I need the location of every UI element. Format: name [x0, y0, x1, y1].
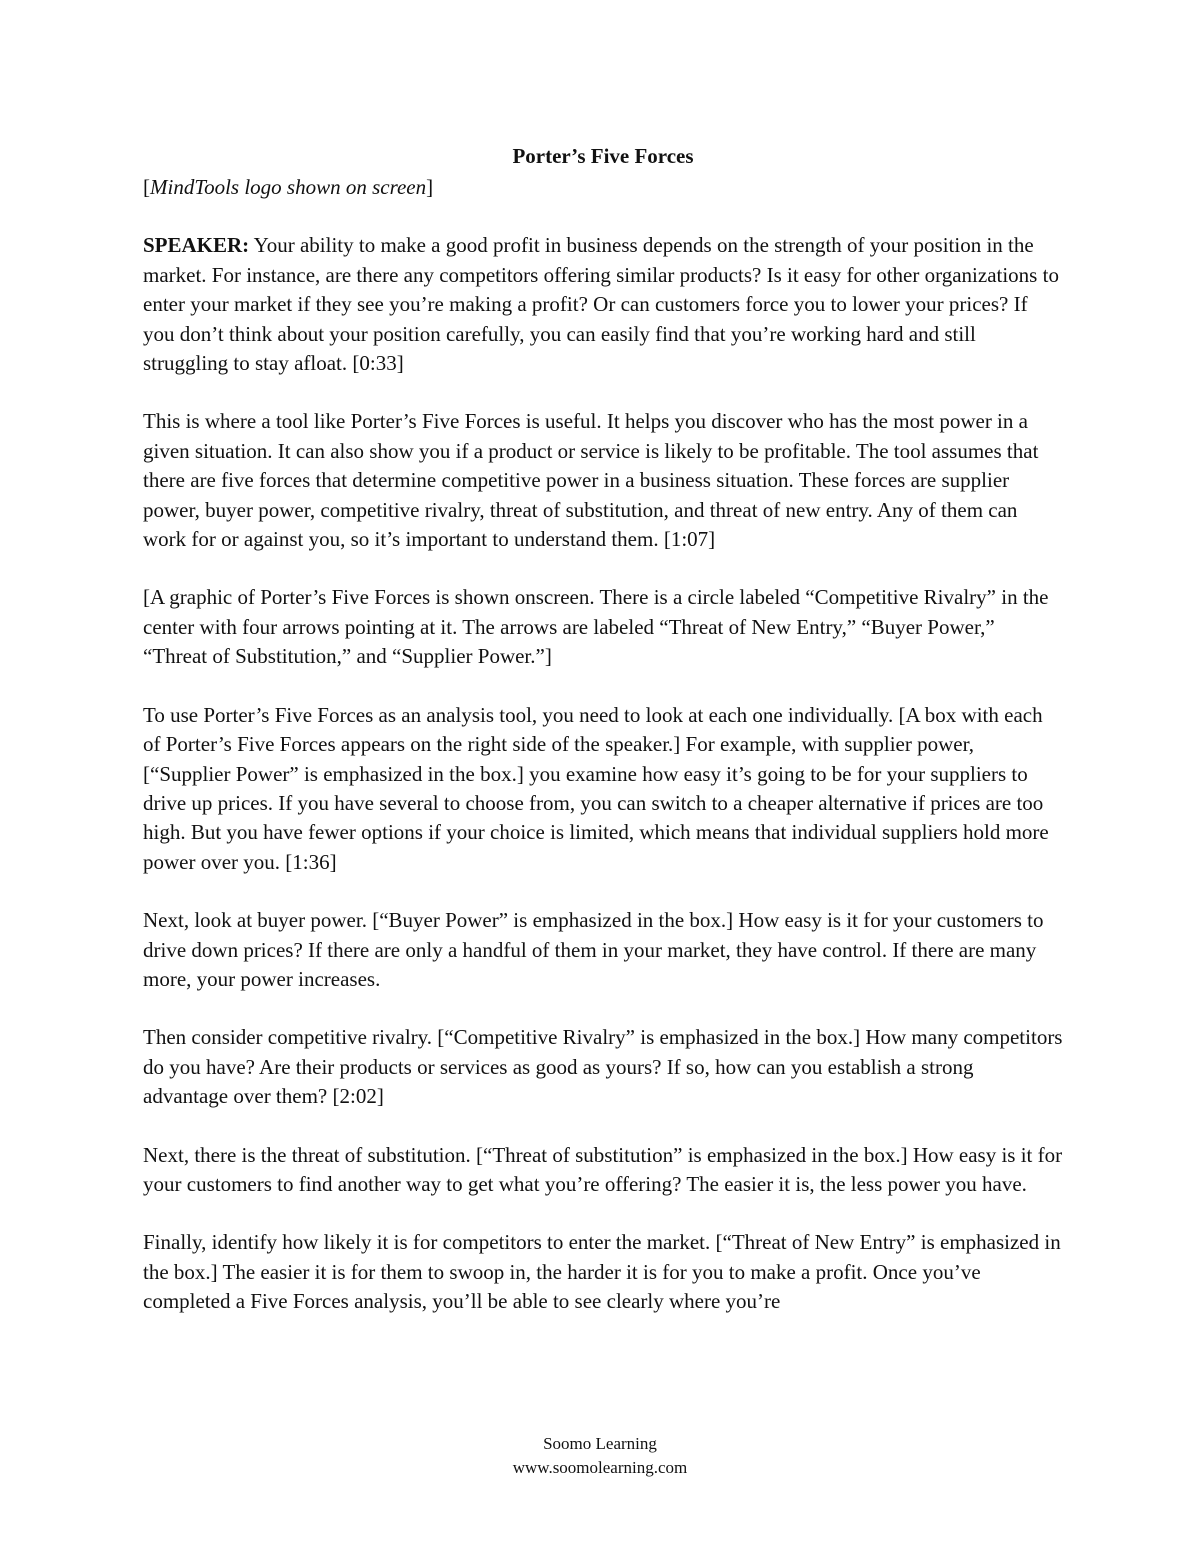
footer-url: www.soomolearning.com	[512, 1458, 688, 1477]
paragraph-text: Your ability to make a good profit in business depends on the strength of your position in the market. For instance, are there any competitors offering similar products? Is it easy for other organizations to enter your market if they see you’re making a profit? Or can customers force you to lower your prices? If you don’t think about your position carefully, you can easily find that you’re working hard and still struggling to stay afloat. [0:33]	[143, 233, 1059, 376]
paragraph-graphic-description: [A graphic of Porter’s Five Forces is shown onscreen. There is a circle labeled “Competitive Rivalry” in the center with four arrows pointing at it. The arrows are labeled “Threat of New Entry,” “Buyer Power,” “Threat of Substitution,” and “Supplier Power.”]	[143, 585, 1049, 669]
paragraph-threat-of-substitution: Next, there is the threat of substitution. [“Threat of substitution” is emphasized in the box.] How easy is it for your customers to find another way to get what you’re offering? The easier it is, the less power you have.	[143, 1142, 1063, 1196]
paragraph-supplier-power: To use Porter’s Five Forces as an analysis tool, you need to look at each one individually. [A box with each of Porter’s Five Forces appears on the right side of the speaker.] For example, with supplier power, [“Supplier Power” is emphasized in the box.] you examine how easy it’s going to be for your suppliers to drive up prices. If you have several to choose from, you can switch to a cheaper alternative if prices are too high. But you have fewer options if your choice is limited, which means that individual suppliers hold more power over you. [1:36]	[143, 702, 1049, 874]
page-footer	[0, 1432, 1200, 1480]
logo-note-text: MindTools logo shown on screen	[150, 175, 427, 199]
paragraph-tool-intro: This is where a tool like Porter’s Five Forces is useful. It helps you discover who has the most power in a given situation. It can also show you if a product or service is likely to be profitable. The tool assumes that there are five forces that determine competitive power in a business situation. These forces are supplier power, buyer power, competitive rivalry, threat of substitution, and threat of new entry. Any of them can work for or against you, so it’s important to understand them. [1:07]	[143, 409, 1039, 552]
paragraph-threat-of-new-entry: Finally, identify how likely it is for competitors to enter the market. [“Threat of New Entry” is emphasized in the box.] The easier it is for them to swoop in, the harder it is for you to make a profit. Once you’ve completed a Five Forces analysis, you’ll be able to see clearly where you’re	[143, 1230, 1061, 1314]
bracket-close: ]	[426, 175, 434, 199]
page-title: Porter’s Five Forces	[512, 144, 694, 168]
paragraph-buyer-power: Next, look at buyer power. [“Buyer Power” is emphasized in the box.] How easy is it for your customers to drive down prices? If there are only a handful of them in your market, they have control. If there are many more, your power increases.	[143, 908, 1044, 991]
speaker-label: SPEAKER:	[143, 233, 250, 258]
logo-stage-direction	[143, 173, 1063, 202]
document-body	[143, 140, 1063, 1317]
paragraph-speaker-intro	[143, 231, 1063, 378]
bracket-open: [	[143, 175, 150, 199]
footer-company: Soomo Learning	[543, 1434, 657, 1453]
paragraph-competitive-rivalry: Then consider competitive rivalry. [“Competitive Rivalry” is emphasized in the box.] How many competitors do you have? Are their products or services as good as yours? If so, how can you establish a strong advantage over them? [2:02]	[143, 1025, 1063, 1109]
